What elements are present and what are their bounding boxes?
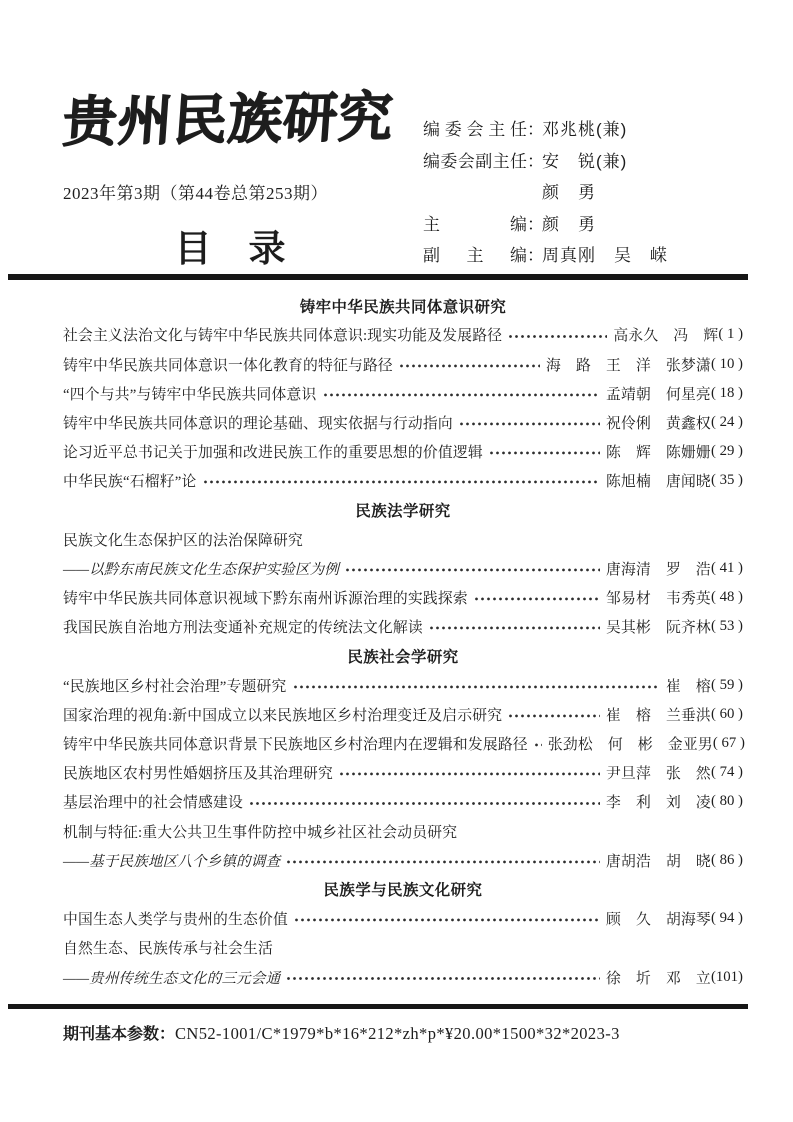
- editorial-name-value: 邓兆桃(兼): [542, 120, 628, 140]
- editorial-role-label: 编委会主任: [423, 120, 527, 140]
- entry-page-number: ( 53 ): [710, 618, 743, 635]
- dot-leader: [293, 671, 660, 700]
- section-heading: 民族社会学研究: [347, 648, 459, 666]
- dot-leader: [429, 612, 600, 641]
- editorial-role-label: 副主编: [423, 246, 527, 266]
- dot-leader: [508, 320, 607, 349]
- entry-title: 自然生态、民族传承与社会生活: [63, 941, 273, 958]
- entry-title: 基层治理中的社会情感建设: [63, 795, 243, 812]
- toc-entry: [63, 350, 743, 379]
- dot-leader: [323, 379, 600, 408]
- entry-page-number: ( 86 ): [710, 851, 743, 868]
- toc-entry: [63, 904, 743, 933]
- dot-leader: [339, 758, 600, 787]
- toc-entry: [63, 583, 743, 612]
- entry-page-number: ( 24 ): [710, 413, 743, 430]
- dot-leader: [399, 350, 540, 379]
- entry-page-number: ( 74 ): [710, 764, 743, 781]
- divider-bottom: [8, 1004, 748, 1009]
- section-heading-row: [63, 291, 743, 320]
- section-heading: 民族法学研究: [355, 503, 451, 521]
- toc-entry: [63, 817, 743, 846]
- entry-page-number: ( 10 ): [710, 355, 743, 372]
- entry-authors: 唐胡浩 胡 晓: [605, 853, 711, 870]
- toc-entry: [63, 787, 743, 816]
- toc-title: 目 录: [174, 227, 286, 269]
- entry-title: 机制与特征:重大公共卫生事件防控中城乡社区社会动员研究: [63, 824, 458, 841]
- masthead-left: [60, 78, 397, 272]
- toc-entry: [63, 554, 743, 583]
- journal-parameters-label: 期刊基本参数：: [63, 1025, 176, 1043]
- entry-title: 中国生态人类学与贵州的生态价值: [63, 912, 288, 929]
- editorial-colon: ：: [527, 151, 544, 171]
- editorial-row: [423, 144, 743, 176]
- editorial-name-value: 周真刚 吴 嵘: [542, 246, 668, 266]
- entry-authors: 尹旦萍 张 然: [605, 766, 711, 783]
- entry-authors: 陈 辉 陈姗姗: [605, 445, 711, 462]
- entry-title: 民族地区农村男性婚姻挤压及其治理研究: [63, 766, 333, 783]
- dot-leader: [474, 583, 600, 612]
- toc-entry: [63, 700, 743, 729]
- entry-title: 铸牢中华民族共同体意识视域下黔东南州诉源治理的实践探索: [63, 591, 468, 608]
- dot-leader: [345, 554, 600, 583]
- entry-page-number: ( 48 ): [710, 589, 743, 606]
- entry-title: 中华民族“石榴籽”论: [63, 474, 197, 491]
- entry-authors: 徐 圻 邓 立: [605, 970, 711, 987]
- journal-parameters: [63, 1022, 743, 1047]
- entry-authors: 崔 榕: [665, 678, 711, 695]
- dot-leader: [534, 729, 542, 758]
- entry-page-number: ( 60 ): [710, 705, 743, 722]
- entry-page-number: ( 35 ): [710, 472, 743, 489]
- entry-authors: 陈旭楠 唐闻晓: [605, 474, 711, 491]
- divider-top: [8, 274, 748, 280]
- entry-title: 社会主义法治文化与铸牢中华民族共同体意识:现实功能及发展路径: [63, 328, 503, 345]
- toc-entry: [63, 962, 743, 991]
- editorial-row: [423, 175, 743, 207]
- dot-leader: [203, 466, 600, 495]
- entry-title: 铸牢中华民族共同体意识的理论基础、现实依据与行动指向: [63, 415, 453, 432]
- editorial-row: [423, 238, 743, 270]
- entry-authors: 张劲松 何 彬 金亚男: [547, 737, 713, 754]
- entry-authors: 孟靖朝 何星亮: [605, 386, 711, 403]
- dot-leader: [249, 787, 600, 816]
- editorial-name-value: 颜 勇: [542, 183, 596, 203]
- issue-line: 2023年第3期（第44卷总第253期）: [63, 183, 328, 203]
- toc-entry: [63, 729, 743, 758]
- editorial-colon: ：: [527, 214, 544, 234]
- entry-title: “民族地区乡村社会治理”专题研究: [63, 678, 287, 695]
- entry-page-number: ( 59 ): [710, 676, 743, 693]
- entry-page-number: ( 80 ): [710, 793, 743, 810]
- entry-title: 国家治理的视角:新中国成立以来民族地区乡村治理变迁及启示研究: [63, 707, 503, 724]
- toc-list: [63, 291, 743, 992]
- dot-leader: [286, 846, 600, 875]
- entry-title: ——贵州传统生态文化的三元会通: [63, 970, 281, 987]
- entry-authors: 高永久 冯 辉: [613, 328, 719, 345]
- entry-page-number: ( 67 ): [712, 735, 745, 752]
- entry-authors: 祝伶俐 黄鑫权: [605, 415, 711, 432]
- toc-entry: [63, 758, 743, 787]
- entry-page-number: ( 18 ): [710, 384, 743, 401]
- editorial-colon: ：: [527, 120, 544, 140]
- toc-entry: [63, 320, 743, 349]
- entry-authors: 海 路 王 洋 张梦潇: [545, 357, 711, 374]
- journal-title: 贵州民族研究: [60, 84, 396, 154]
- editorial-role-label: 编委会副主任: [423, 151, 527, 171]
- toc-entry: [63, 408, 743, 437]
- dot-leader: [459, 408, 600, 437]
- toc-entry: [63, 437, 743, 466]
- entry-page-number: ( 29 ): [710, 443, 743, 460]
- entry-authors: 崔 榕 兰垂洪: [605, 707, 711, 724]
- toc-entry: [63, 379, 743, 408]
- toc-entry: [63, 466, 743, 495]
- entry-title: 铸牢中华民族共同体意识背景下民族地区乡村治理内在逻辑和发展路径: [63, 737, 528, 754]
- dot-leader: [286, 962, 600, 991]
- editorial-board: [397, 78, 743, 272]
- editorial-name-value: 颜 勇: [542, 214, 596, 234]
- entry-title: “四个与共”与铸牢中华民族共同体意识: [63, 386, 317, 403]
- dot-leader: [508, 700, 600, 729]
- entry-authors: 吴其彬 阮齐林: [605, 620, 711, 637]
- dot-leader: [294, 904, 600, 933]
- entry-title: 民族文化生态保护区的法治保障研究: [63, 532, 303, 549]
- toc-entry: [63, 933, 743, 962]
- entry-title: 论习近平总书记关于加强和改进民族工作的重要思想的价值逻辑: [63, 445, 483, 462]
- section-heading-row: [63, 641, 743, 670]
- editorial-row: [423, 207, 743, 239]
- journal-parameters-value: CN52-1001/C*1979*b*16*212*zh*p*¥20.00*1500*32*2023-3: [175, 1023, 620, 1043]
- editorial-name-value: 安 锐(兼): [542, 151, 628, 171]
- entry-authors: 李 利 刘 凌: [605, 795, 711, 812]
- toc-entry: [63, 612, 743, 641]
- entry-title: 铸牢中华民族共同体意识一体化教育的特征与路径: [63, 357, 393, 374]
- editorial-row: [423, 112, 743, 144]
- section-heading: 铸牢中华民族共同体意识研究: [299, 298, 507, 316]
- entry-title: ——以黔东南民族文化生态保护实验区为例: [63, 561, 340, 578]
- section-heading-row: [63, 875, 743, 904]
- entry-page-number: ( 41 ): [710, 559, 743, 576]
- entry-authors: 顾 久 胡海琴: [605, 912, 711, 929]
- masthead: [60, 78, 743, 272]
- entry-authors: 唐海清 罗 浩: [605, 561, 711, 578]
- entry-title: ——基于民族地区八个乡镇的调查: [63, 853, 281, 870]
- toc-entry: [63, 525, 743, 554]
- entry-title: 我国民族自治地方刑法变通补充规定的传统法文化解读: [63, 620, 423, 637]
- toc-entry: [63, 846, 743, 875]
- editorial-role-label: 主编: [423, 214, 527, 234]
- dot-leader: [489, 437, 600, 466]
- section-heading-row: [63, 495, 743, 524]
- section-heading: 民族学与民族文化研究: [323, 882, 483, 900]
- editorial-colon: ：: [527, 246, 544, 266]
- entry-authors: 邹易材 韦秀英: [605, 591, 711, 608]
- entry-page-number: (101): [710, 968, 743, 985]
- toc-entry: [63, 671, 743, 700]
- entry-page-number: ( 94 ): [710, 910, 743, 927]
- entry-page-number: ( 1 ): [718, 326, 743, 343]
